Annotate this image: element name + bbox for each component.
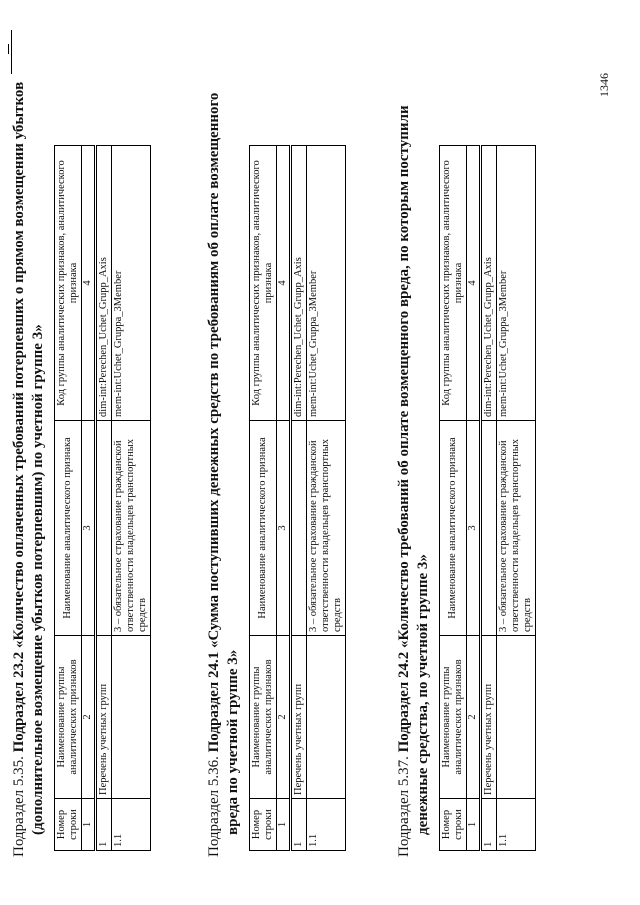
attribute-name-cell: 3 – обязательное страхование гражданской ответственности владельцев транспортных средств <box>497 421 536 636</box>
column-number: 3 <box>467 421 481 636</box>
code-cell: dim-int:Perechen_Uchet_Grupp_Axis <box>96 146 112 421</box>
attribute-name-cell <box>481 421 497 636</box>
column-number: 1 <box>277 799 291 851</box>
section-title-line2: денежные средства, по учетной группе 3» <box>415 554 431 835</box>
code-cell: dim-int:Perechen_Uchet_Grupp_Axis <box>291 146 307 421</box>
attribute-name-cell <box>291 421 307 636</box>
table-header-row <box>250 146 277 851</box>
header-cell-code: Код группы аналитических признаков, аналитического признака <box>440 146 467 421</box>
section-title-line2: (дополнительное возмещение убытков потерпевшим) по учетной группе 3» <box>30 324 46 835</box>
header-cell-group-name: Наименование группы аналитических признаков <box>250 636 277 799</box>
column-number: 3 <box>277 421 291 636</box>
group-name-cell <box>112 636 151 799</box>
code-cell: mem-int:Uchet_Gruppa_3Member <box>307 146 346 421</box>
row-number-cell: 1.1 <box>307 799 346 851</box>
code-cell: dim-int:Perechen_Uchet_Grupp_Axis <box>481 146 497 421</box>
row-number-cell: 1 <box>96 799 112 851</box>
section-title-line2: вреда по учетной группе 3» <box>225 649 241 835</box>
column-number: 2 <box>467 636 481 799</box>
table-row <box>307 146 346 851</box>
section-5-37 <box>395 17 536 857</box>
table-header-row <box>440 146 467 851</box>
attributes-table <box>249 145 346 851</box>
attributes-table <box>54 145 151 851</box>
row-number-cell: 1.1 <box>112 799 151 851</box>
group-name-cell: Перечень учетных групп <box>96 636 112 799</box>
row-number-cell: 1 <box>481 799 497 851</box>
group-name-cell: Перечень учетных групп <box>481 636 497 799</box>
section-heading <box>205 17 243 857</box>
group-name-cell: Перечень учетных групп <box>291 636 307 799</box>
table-row <box>112 146 151 851</box>
header-cell-attribute-name: Наименование аналитического признака <box>250 421 277 636</box>
column-number: 1 <box>82 799 96 851</box>
header-cell-row-number: Номер строки <box>250 799 277 851</box>
section-5-36 <box>205 17 346 857</box>
section-prefix: Подраздел 5.35. <box>11 756 27 857</box>
column-number-row <box>467 146 481 851</box>
table-row <box>481 146 497 851</box>
attributes-table <box>439 145 536 851</box>
group-name-cell <box>497 636 536 799</box>
code-cell: mem-int:Uchet_Gruppa_3Member <box>497 146 536 421</box>
section-heading <box>395 17 433 857</box>
column-number: 2 <box>82 636 96 799</box>
page-number: 1346 <box>597 73 611 97</box>
column-number-row <box>82 146 96 851</box>
section-prefix: Подраздел 5.36. <box>206 756 222 857</box>
column-number: 1 <box>467 799 481 851</box>
header-cell-group-name: Наименование группы аналитических признаков <box>440 636 467 799</box>
code-cell: mem-int:Uchet_Gruppa_3Member <box>112 146 151 421</box>
header-cell-row-number: Номер строки <box>440 799 467 851</box>
header-cell-attribute-name: Наименование аналитического признака <box>440 421 467 636</box>
header-cell-attribute-name: Наименование аналитического признака <box>55 421 82 636</box>
table-row <box>497 146 536 851</box>
section-heading <box>10 17 48 857</box>
group-name-cell <box>307 636 346 799</box>
attribute-name-cell: 3 – обязательное страхование гражданской ответственности владельцев транспортных средств <box>307 421 346 636</box>
table-row <box>291 146 307 851</box>
section-5-35 <box>10 17 151 857</box>
column-number: 4 <box>277 146 291 421</box>
attribute-name-cell <box>96 421 112 636</box>
table-row <box>96 146 112 851</box>
header-cell-code: Код группы аналитических признаков, аналитического признака <box>250 146 277 421</box>
column-number: 3 <box>82 421 96 636</box>
row-number-cell: 1 <box>291 799 307 851</box>
header-cell-code: Код группы аналитических признаков, аналитического признака <box>55 146 82 421</box>
section-title-line1: Подраздел 23.2 «Количество оплаченных требований потерпевших о прямом возмещении убытков <box>11 81 27 753</box>
section-title-line1: Подраздел 24.1 «Сумма поступивших денежных средств по требованиям об оплате возмещенного <box>206 92 222 753</box>
header-cell-group-name: Наименование группы аналитических признаков <box>55 636 82 799</box>
header-cell-row-number: Номер строки <box>55 799 82 851</box>
column-number: 2 <box>277 636 291 799</box>
section-title-line1: Подраздел 24.2 «Количество требований об оплате возмещенного вреда, по которым поступили <box>396 105 412 753</box>
column-number: 4 <box>467 146 481 421</box>
row-number-cell: 1.1 <box>497 799 536 851</box>
table-header-row <box>55 146 82 851</box>
column-number: 4 <box>82 146 96 421</box>
attribute-name-cell: 3 – обязательное страхование гражданской ответственности владельцев транспортных средств <box>112 421 151 636</box>
column-number-row <box>277 146 291 851</box>
section-prefix: Подраздел 5.37. <box>396 756 412 857</box>
